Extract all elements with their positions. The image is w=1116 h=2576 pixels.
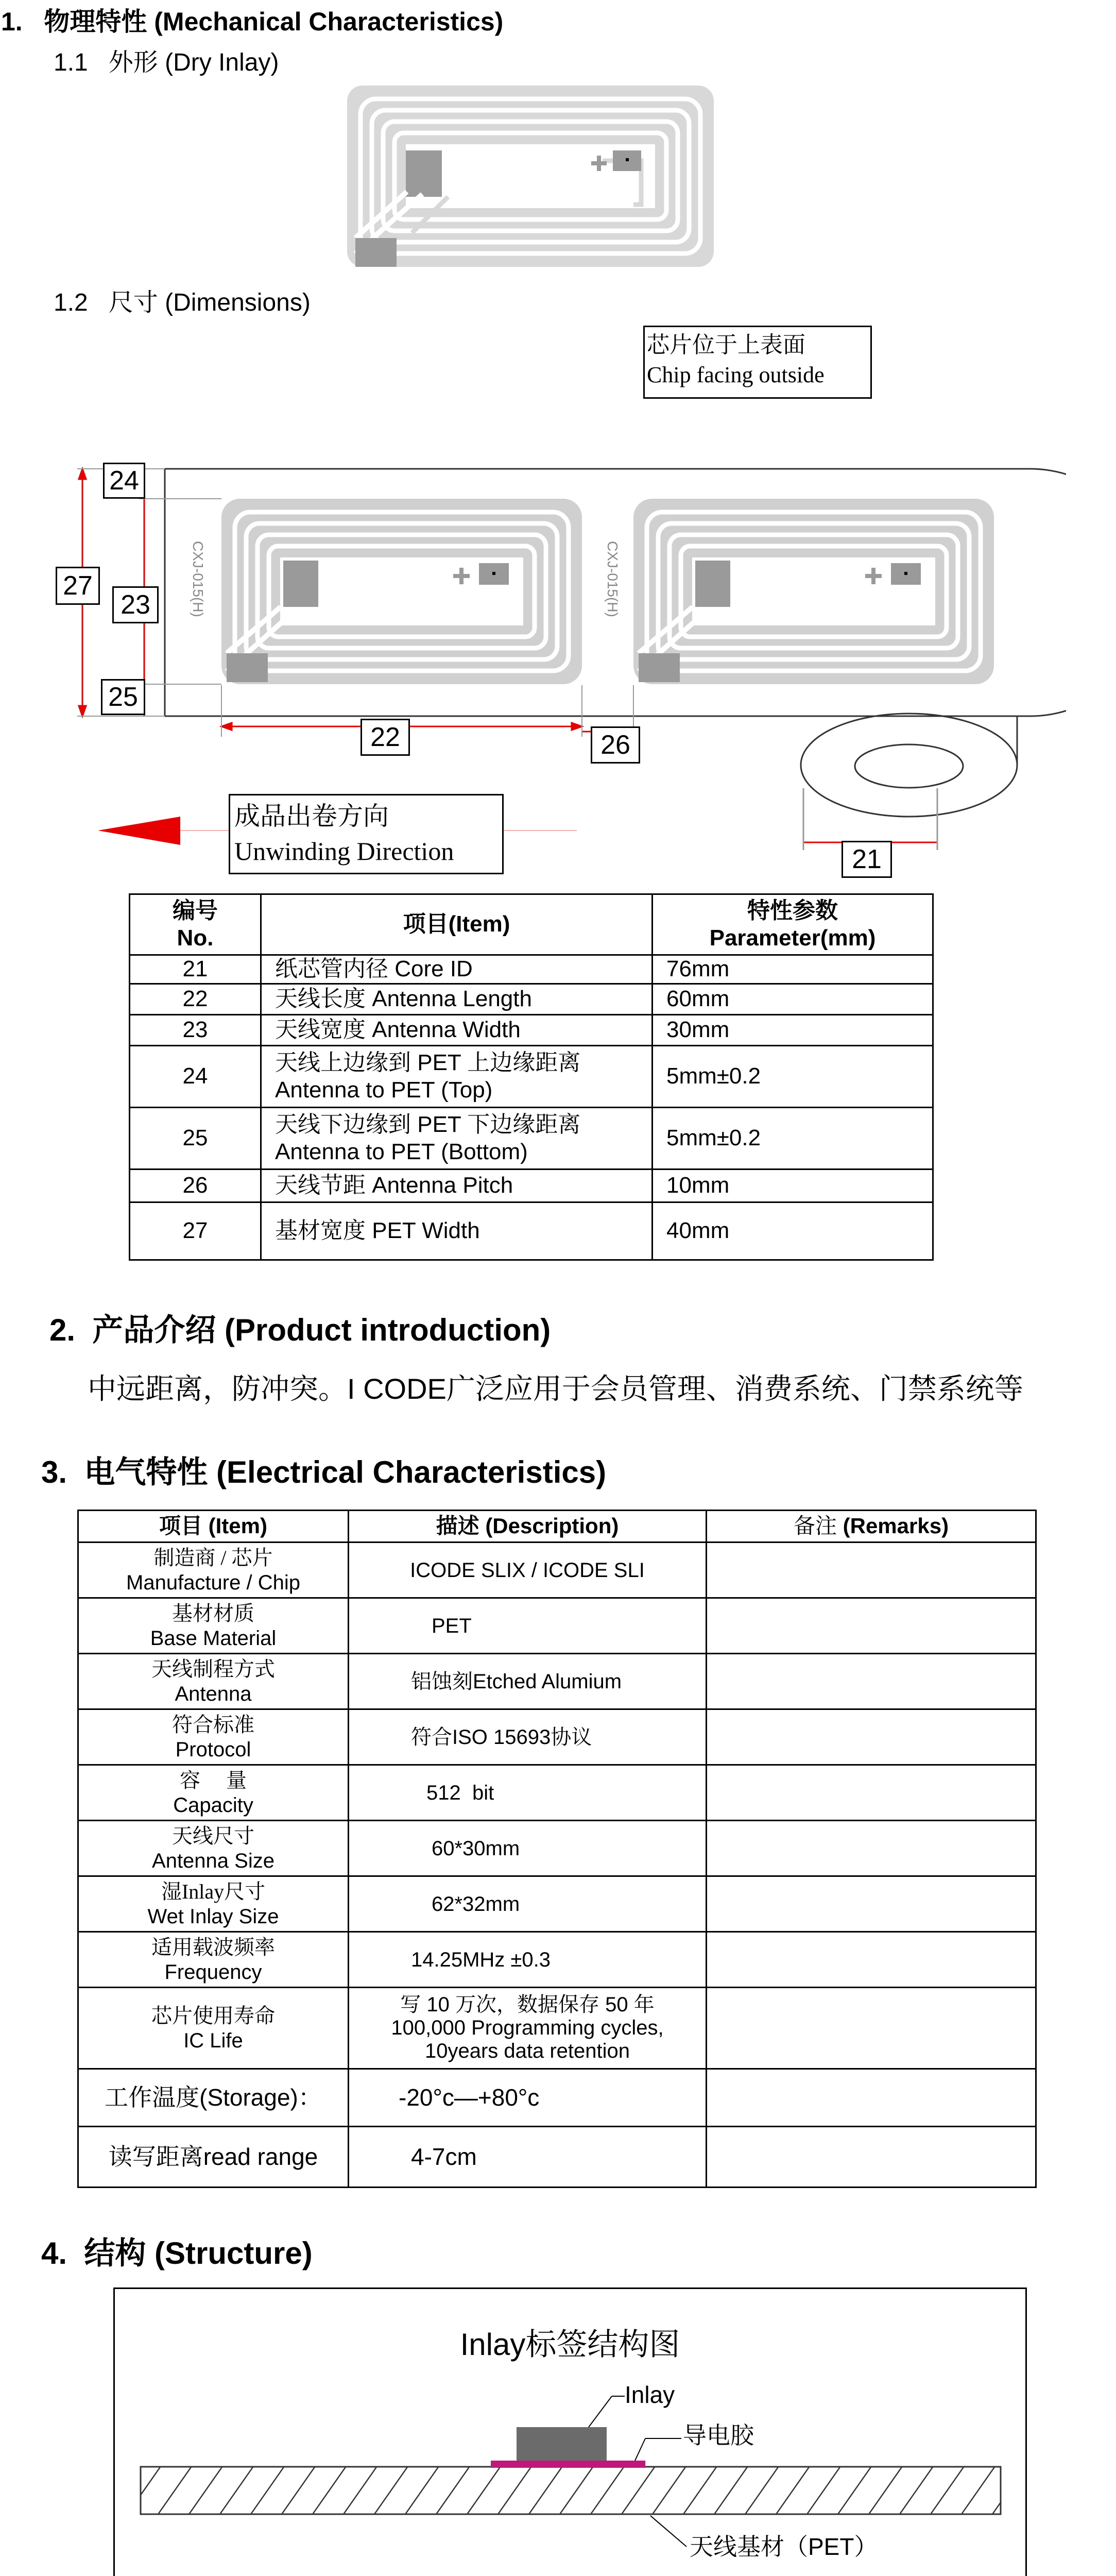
dry-inlay-illustration <box>345 83 716 269</box>
cell-remarks <box>707 2127 1036 2188</box>
cell-param: 76mm <box>653 955 933 984</box>
cell-desc: PET <box>349 1598 707 1654</box>
cell-remarks <box>707 1654 1036 1709</box>
cell-param: 40mm <box>653 1202 933 1260</box>
section-1-heading <box>1 1 503 38</box>
cell-item: 天线长度 Antenna Length <box>261 984 653 1015</box>
dimensions-table <box>129 893 934 1261</box>
dim-label-24: 24 <box>103 463 145 499</box>
cell-param: 10mm <box>653 1170 933 1202</box>
table-row <box>78 1709 1036 1765</box>
dim-label-21: 21 <box>842 841 892 878</box>
cell-remarks <box>707 1988 1036 2069</box>
table-row <box>78 1932 1036 1988</box>
cell-desc: -20°c—+80°c <box>349 2069 707 2127</box>
section-title: 结构 (Structure) <box>84 2236 313 2270</box>
cell-param: 60mm <box>653 984 933 1015</box>
cell-item: 读写距离read range <box>78 2127 349 2188</box>
table-row <box>78 1765 1036 1821</box>
table-row <box>78 1543 1036 1598</box>
table-row <box>130 1202 933 1260</box>
header-remarks: 备注 (Remarks) <box>707 1511 1036 1543</box>
section-title: 电气特性 (Electrical Characteristics) <box>84 1455 607 1489</box>
section-number: 2. <box>49 1313 76 1347</box>
unwind-en: Unwinding Direction <box>234 837 454 866</box>
structure-diagram-frame <box>113 2287 1027 2576</box>
cell-no: 27 <box>130 1202 261 1260</box>
section-title: 产品介绍 (Product introduction) <box>92 1313 551 1347</box>
section-number: 4. <box>41 2236 67 2270</box>
cell-no: 25 <box>130 1108 261 1170</box>
cell-item: 天线下边缘到 PET 下边缘距离 Antenna to PET (Bottom) <box>261 1108 653 1170</box>
chip-note-box <box>643 326 872 399</box>
table-row <box>78 2127 1036 2188</box>
table-row <box>78 1598 1036 1654</box>
cell-item: 天线尺寸 Antenna Size <box>78 1821 349 1876</box>
header-no: 编号 No. <box>130 894 261 955</box>
header-item: 项目(Item) <box>261 894 653 955</box>
intro-paragraph: 中远距离，防冲突。I CODE广泛应用于会员管理、消费系统、门禁系统等 <box>88 1372 1023 1405</box>
cell-item: 制造商 / 芯片 Manufacture / Chip <box>78 1543 349 1598</box>
cell-item: 适用载波频率 Frequency <box>78 1932 349 1988</box>
cell-item: 基材材质 Base Material <box>78 1598 349 1654</box>
section-title: 物理特性 (Mechanical Characteristics) <box>44 7 504 36</box>
dim-label-27: 27 <box>56 567 100 605</box>
header-param: 特性参数 Parameter(mm) <box>653 894 933 955</box>
cell-desc: ICODE SLIX / ICODE SLI <box>349 1543 707 1598</box>
inlay-1 <box>221 499 582 684</box>
unwind-cn: 成品出卷方向 <box>234 802 389 831</box>
header-item: 项目 (Item) <box>78 1511 349 1543</box>
cell-item: 容 量 Capacity <box>78 1765 349 1821</box>
section-3-heading <box>41 1448 606 1492</box>
inlay-mark-2: CXJ-015(H) <box>605 541 621 617</box>
chip-note-cn: 芯片位于上表面 <box>647 332 805 358</box>
cell-remarks <box>707 1765 1036 1821</box>
cell-remarks <box>707 2069 1036 2127</box>
cell-item: 天线节距 Antenna Pitch <box>261 1170 653 1202</box>
chip-note-en: Chip facing outside <box>647 362 825 387</box>
structure-svg <box>115 2289 1025 2576</box>
table-row <box>130 984 933 1015</box>
cell-param: 5mm±0.2 <box>653 1046 933 1108</box>
pet-substrate <box>141 2467 1001 2514</box>
cell-remarks <box>707 1932 1036 1988</box>
table-header-row <box>130 894 933 955</box>
section-number: 1.1 <box>54 49 88 76</box>
table-row <box>78 1654 1036 1709</box>
roll-core-ellipse <box>855 744 963 788</box>
cell-remarks <box>707 1543 1036 1598</box>
table-row <box>130 955 933 984</box>
cell-item: 工作温度(Storage)： <box>78 2069 349 2127</box>
cell-desc: 写 10 万次，数据保存 50 年 100,000 Programming cycles, 10years data retention <box>349 1988 707 2069</box>
inlay-2 <box>633 499 994 684</box>
table-row <box>130 1170 933 1202</box>
dim-label-25: 25 <box>101 679 145 715</box>
cell-desc: 512 bit <box>349 1765 707 1821</box>
conductive-glue <box>491 2461 645 2468</box>
table-row <box>78 2069 1036 2127</box>
cell-item: 天线上边缘到 PET 上边缘距离 Antenna to PET (Top) <box>261 1046 653 1108</box>
header-desc: 描述 (Description) <box>349 1511 707 1543</box>
table-row <box>130 1015 933 1046</box>
cell-item: 芯片使用寿命 IC Life <box>78 1988 349 2069</box>
cell-item: 符合标准 Protocol <box>78 1709 349 1765</box>
cell-no: 24 <box>130 1046 261 1108</box>
cell-no: 21 <box>130 955 261 984</box>
cell-desc: 铝蚀刻Etched Alumium <box>349 1654 707 1709</box>
label-glue: 导电胶 <box>683 2422 754 2449</box>
cell-desc: 62*32mm <box>349 1876 707 1932</box>
table-row <box>130 1108 933 1170</box>
section-number: 3. <box>41 1455 67 1489</box>
electrical-table <box>77 1510 1037 2188</box>
label-inlay: Inlay <box>625 2381 675 2408</box>
cell-item: 湿Inlay尺寸 Wet Inlay Size <box>78 1876 349 1932</box>
section-number: 1.2 <box>54 289 88 316</box>
cell-remarks <box>707 1821 1036 1876</box>
cell-desc: 符合ISO 15693协议 <box>349 1709 707 1765</box>
cell-desc: 14.25MHz ±0.3 <box>349 1932 707 1988</box>
dim-label-22: 22 <box>360 719 410 756</box>
roll-outer-ellipse <box>801 714 1017 817</box>
inlay-chip <box>517 2427 607 2461</box>
cell-remarks <box>707 1876 1036 1932</box>
section-2-heading <box>49 1306 551 1350</box>
cell-item: 天线制程方式 Antenna <box>78 1654 349 1709</box>
cell-remarks <box>707 1709 1036 1765</box>
inlay-mark-1: CXJ-015(H) <box>190 541 206 617</box>
section-number: 1. <box>1 7 23 36</box>
cell-remarks <box>707 1598 1036 1654</box>
cell-no: 26 <box>130 1170 261 1202</box>
section-4-heading <box>41 2229 313 2273</box>
cell-param: 5mm±0.2 <box>653 1108 933 1170</box>
cell-no: 22 <box>130 984 261 1015</box>
cell-item: 基材宽度 PET Width <box>261 1202 653 1260</box>
cell-item: 天线宽度 Antenna Width <box>261 1015 653 1046</box>
dim-label-23: 23 <box>112 586 159 623</box>
table-header-row <box>78 1511 1036 1543</box>
cell-param: 30mm <box>653 1015 933 1046</box>
roll-dimensions-diagram <box>62 459 1066 881</box>
table-row <box>130 1046 933 1108</box>
table-row <box>78 1988 1036 2069</box>
section-1-2-heading <box>54 282 311 318</box>
unwind-direction-box <box>229 794 504 874</box>
cell-desc: 60*30mm <box>349 1821 707 1876</box>
dim-label-26: 26 <box>591 726 640 764</box>
section-1-1-heading <box>54 42 279 78</box>
label-substrate: 天线基材（PET） <box>690 2533 878 2560</box>
structure-title: Inlay标签结构图 <box>460 2327 680 2362</box>
table-row <box>78 1876 1036 1932</box>
table-row <box>78 1821 1036 1876</box>
cell-item: 纸芯管内径 Core ID <box>261 955 653 984</box>
section-title: 外形 (Dry Inlay) <box>108 49 279 76</box>
section-title: 尺寸 (Dimensions) <box>108 289 311 316</box>
cell-desc: 4-7cm <box>349 2127 707 2188</box>
cell-no: 23 <box>130 1015 261 1046</box>
unwind-arrow-icon <box>98 817 180 845</box>
